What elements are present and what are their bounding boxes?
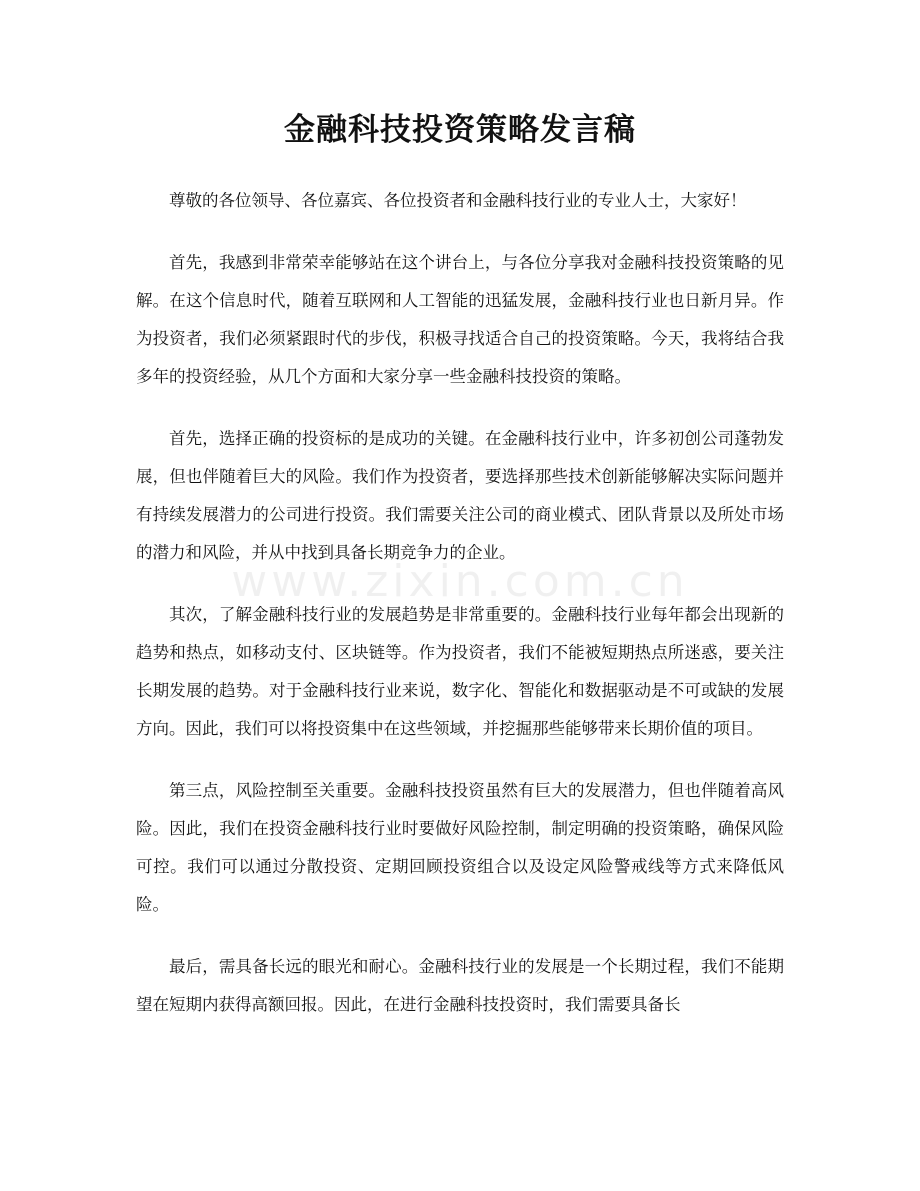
document-title: 金融科技投资策略发言稿 [284, 112, 636, 148]
paragraph-intro: 首先，我感到非常荣幸能够站在这个讲台上，与各位分享我对金融科技投资策略的见解。在这个信息时代，随着互联网和人工智能的迅猛发展，金融科技行业也日新月异。作为投资者，我们必须紧跟时代的步伐，积极寻找适合自己的投资策略。今天，我将结合我多年的投资经验，从几个方面和大家分享一些金融科技投资的策略。 [136, 253, 784, 386]
document-body [136, 182, 784, 1048]
paragraph-point-3: 第三点，风险控制至关重要。金融科技投资虽然有巨大的发展潜力，但也伴随着高风险。因此，我们在投资金融科技行业时要做好风险控制，制定明确的投资策略，确保风险可控。我们可以通过分散投资、定期回顾投资组合以及设定风险警戒线等方式来降低风险。 [136, 781, 784, 914]
paragraph-greeting: 尊敬的各位领导、各位嘉宾、各位投资者和金融科技行业的专业人士，大家好！ [169, 191, 747, 210]
paragraph-point-2: 其次，了解金融科技行业的发展趋势是非常重要的。金融科技行业每年都会出现新的趋势和热点，如移动支付、区块链等。作为投资者，我们不能被短期热点所迷惑，要关注长期发展的趋势。对于金融科技行业来说，数字化、智能化和数据驱动是不可或缺的发展方向。因此，我们可以将投资集中在这些领域，并挖掘那些能够带来长期价值的项目。 [136, 605, 784, 738]
paragraph-point-4: 最后，需具备长远的眼光和耐心。金融科技行业的发展是一个长期过程，我们不能期望在短期内获得高额回报。因此，在进行金融科技投资时，我们需要具备长 [136, 957, 784, 1014]
watermark: www.zixin.com.cn [231, 556, 689, 607]
paragraph-point-1: 首先，选择正确的投资标的是成功的关键。在金融科技行业中，许多初创公司蓬勃发展，但也伴随着巨大的风险。我们作为投资者，要选择那些技术创新能够解决实际问题并有持续发展潜力的公司进行投资。我们需要关注公司的商业模式、团队背景以及所处市场的潜力和风险，并从中找到具备长期竞争力的企业。 [136, 429, 784, 562]
